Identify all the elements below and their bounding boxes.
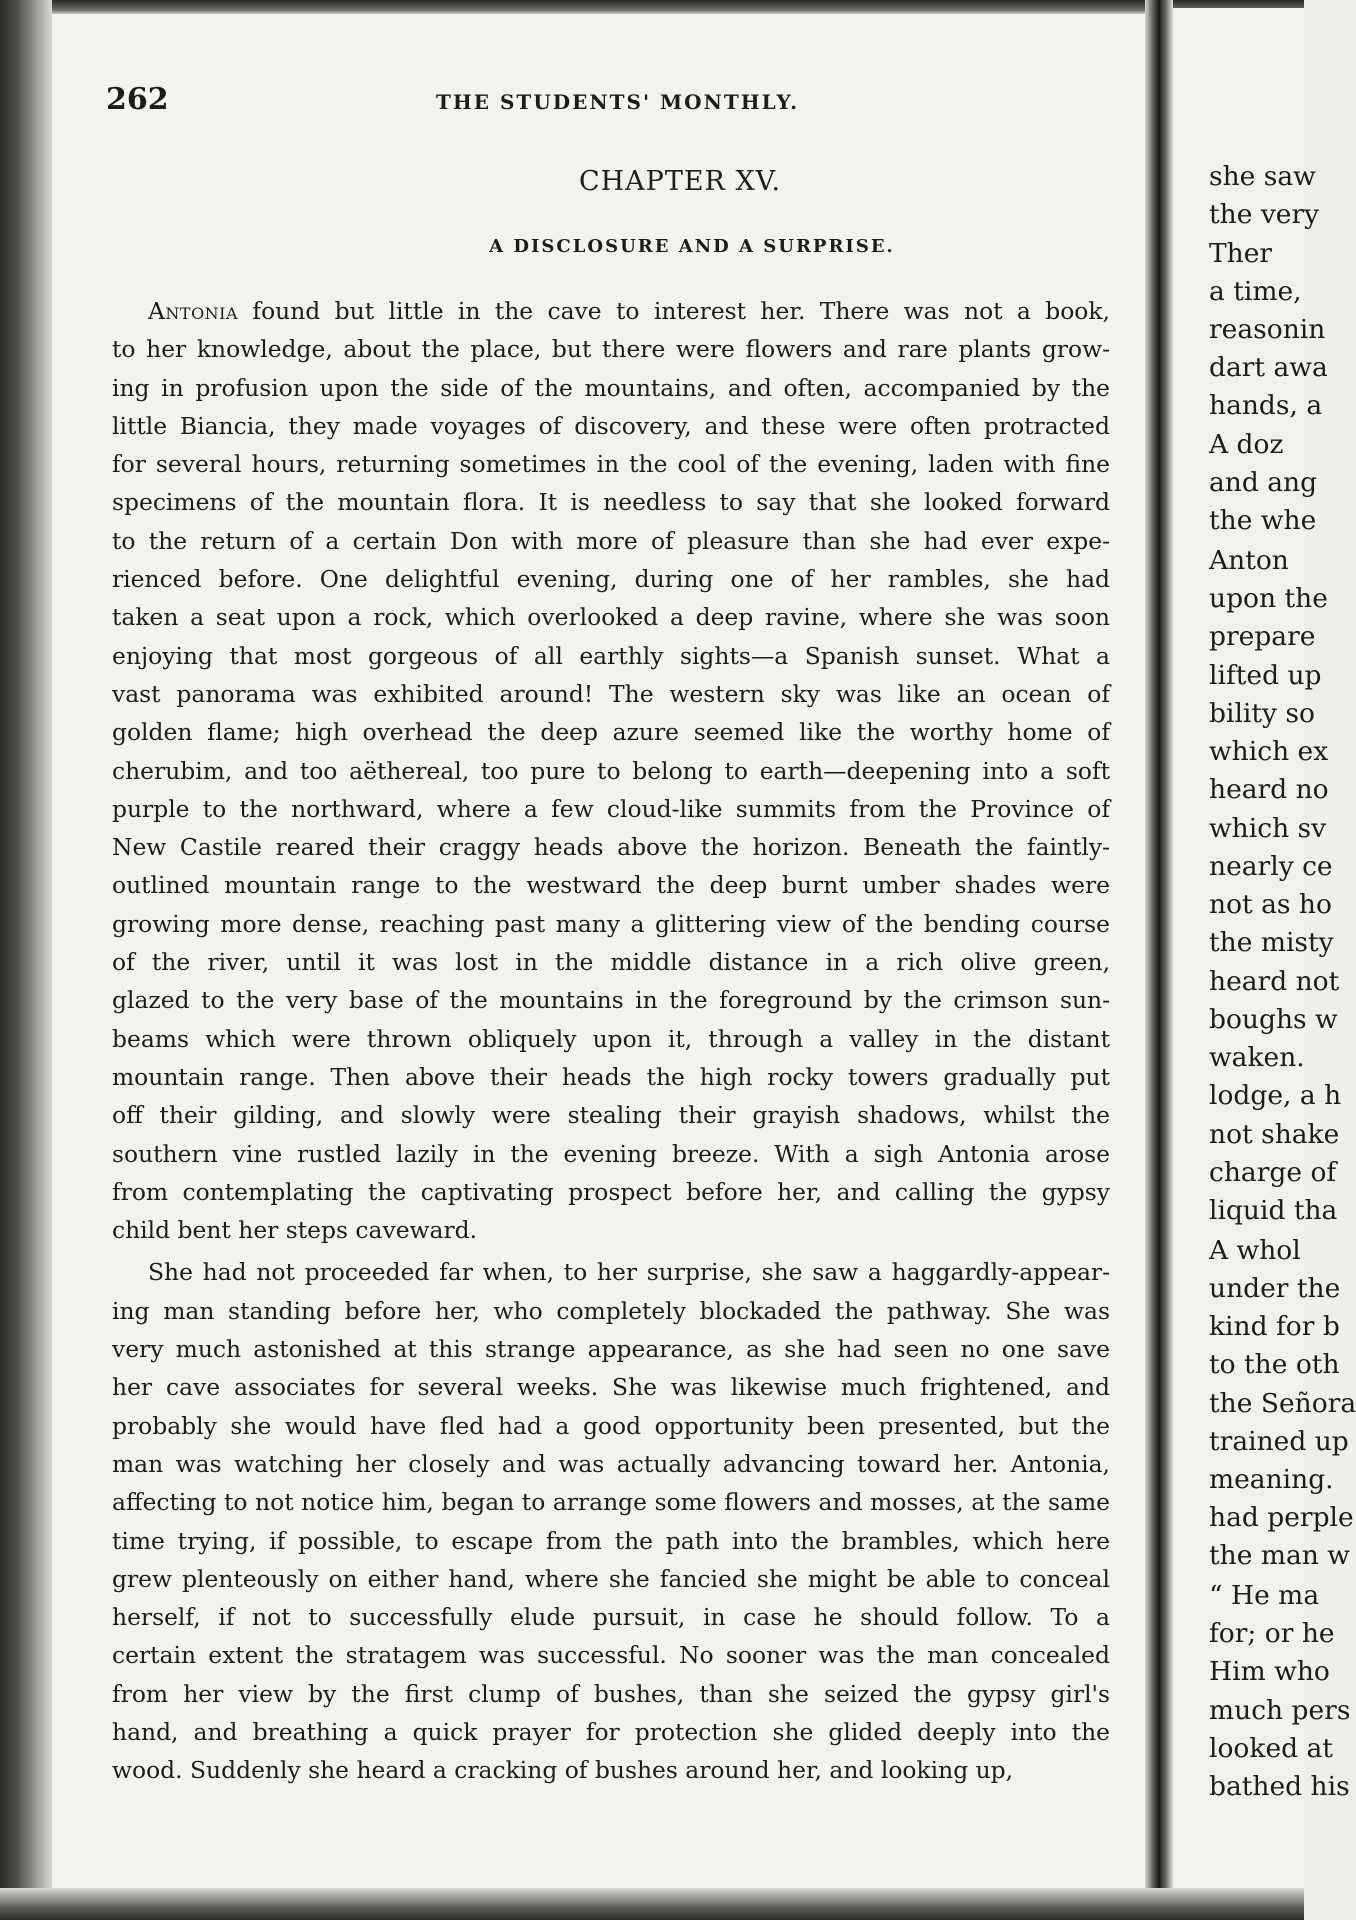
facing-page-line: Ther bbox=[1209, 238, 1273, 269]
text-line: from her view by the first clump of bushes, than she seized the gypsy girl's bbox=[112, 1679, 1110, 1708]
facing-page-line: the misty bbox=[1209, 927, 1334, 958]
text-line: hand, and breathing a quick prayer for protection she glided deeply into the bbox=[112, 1717, 1110, 1746]
paragraph bbox=[112, 1253, 1110, 1789]
text-line: rienced before. One delightful evening, during one of her rambles, she had bbox=[112, 565, 1110, 594]
text-line: purple to the northward, where a few cloud-like summits from the Province of bbox=[112, 794, 1110, 823]
facing-page-line: the man w bbox=[1209, 1540, 1350, 1571]
facing-page-line: which ex bbox=[1209, 736, 1329, 767]
facing-page-line: boughs w bbox=[1209, 1004, 1338, 1035]
facing-page-line: prepare bbox=[1209, 621, 1316, 652]
scan-left-edge bbox=[0, 0, 52, 1920]
facing-page-line: liquid tha bbox=[1209, 1195, 1338, 1226]
facing-page-line: lodge, a h bbox=[1209, 1080, 1342, 1111]
facing-page-line: the whe bbox=[1209, 505, 1317, 536]
chapter-heading: CHAPTER XV. bbox=[578, 166, 782, 197]
facing-page-line: A doz bbox=[1209, 429, 1284, 460]
text-line: glazed to the very base of the mountains in the foreground by the crimson sun- bbox=[112, 986, 1110, 1015]
text-line: man was watching her closely and was actually advancing toward her. Antonia, bbox=[112, 1449, 1110, 1478]
book-gutter bbox=[1145, 0, 1173, 1920]
text-line: ing man standing before her, who completely blockaded the pathway. She was bbox=[112, 1296, 1110, 1325]
text-line: to her knowledge, about the place, but there were flowers and rare plants grow- bbox=[112, 335, 1110, 364]
facing-page-line: under the bbox=[1209, 1273, 1341, 1304]
text-line: time trying, if possible, to escape from the path into the brambles, which here bbox=[112, 1526, 1110, 1555]
page-number: 262 bbox=[106, 82, 169, 117]
scan-top-edge bbox=[0, 0, 1304, 14]
text-line: She had not proceeded far when, to her surprise, she saw a haggardly-appear- bbox=[148, 1258, 1110, 1287]
text-line: for several hours, returning sometimes in the cool of the evening, laden with fine bbox=[112, 450, 1110, 479]
text-line: herself, if not to successfully elude pursuit, in case he should follow. To a bbox=[112, 1603, 1110, 1632]
facing-page-line: and ang bbox=[1209, 467, 1318, 498]
facing-page-line: kind for b bbox=[1209, 1311, 1340, 1342]
text-line: her cave associates for several weeks. She was likewise much frightened, and bbox=[112, 1373, 1110, 1402]
text-line bbox=[112, 292, 1110, 330]
facing-page-line: charge of bbox=[1209, 1157, 1337, 1188]
text-line: grew plenteously on either hand, where she fancied she might be able to conceal bbox=[112, 1564, 1110, 1593]
facing-page-line: the very bbox=[1209, 199, 1320, 230]
text-line: mountain range. Then above their heads the high rocky towers gradually put bbox=[112, 1062, 1110, 1091]
paragraph bbox=[112, 292, 1110, 1249]
facing-page-line: bility so bbox=[1209, 698, 1315, 729]
facing-page-line: waken. bbox=[1209, 1042, 1305, 1073]
text-line: southern vine rustled lazily in the evening breeze. With a sigh Antonia arose bbox=[112, 1139, 1110, 1168]
text-line: taken a seat upon a rock, which overlooked a deep ravine, where she was soon bbox=[112, 603, 1110, 632]
text-line: ing in profusion upon the side of the mountains, and often, accompanied by the bbox=[112, 373, 1110, 402]
text-line: off their gilding, and slowly were stealing their grayish shadows, whilst the bbox=[112, 1101, 1110, 1130]
facing-page-line: heard not bbox=[1209, 966, 1340, 997]
facing-page-line: bathed his bbox=[1209, 1771, 1350, 1802]
right-page-fragment bbox=[1173, 8, 1356, 1888]
text-line: from contemplating the captivating prospect before her, and calling the gypsy bbox=[112, 1177, 1110, 1206]
text-line: of the river, until it was lost in the middle distance in a rich olive green, bbox=[112, 948, 1110, 977]
text-line: enjoying that most gorgeous of all earthly sights—a Spanish sunset. What a bbox=[112, 641, 1110, 670]
facing-page-line: heard no bbox=[1209, 774, 1329, 805]
page-header bbox=[106, 82, 1102, 122]
facing-page-line: A whol bbox=[1209, 1235, 1301, 1266]
facing-page-line: she saw bbox=[1209, 161, 1316, 192]
facing-page-line: Anton bbox=[1209, 545, 1289, 576]
running-title: THE STUDENTS' MONTHLY. bbox=[436, 90, 800, 114]
text-line: little Biancia, they made voyages of discovery, and these were often protracted bbox=[112, 411, 1110, 440]
text-line: to the return of a certain Don with more of pleasure than she had ever expe- bbox=[112, 526, 1110, 555]
facing-page-line: dart awa bbox=[1209, 352, 1328, 383]
text-line: cherubim, and too aëthereal, too pure to belong to earth—deepening into a soft bbox=[112, 756, 1110, 785]
text-line-rest: found but little in the cave to interest her. There was not a book, bbox=[238, 297, 1110, 325]
opening-word: Antonia bbox=[148, 297, 239, 325]
text-line: outlined mountain range to the westward the deep burnt umber shades were bbox=[112, 871, 1110, 900]
text-line: specimens of the mountain flora. It is needless to say that she looked forward bbox=[112, 488, 1110, 517]
facing-page-line: the Señora bbox=[1209, 1388, 1356, 1419]
facing-page-line: to the oth bbox=[1209, 1349, 1340, 1380]
facing-page-line: “ He ma bbox=[1209, 1580, 1320, 1611]
text-line: child bent her steps caveward. bbox=[112, 1216, 478, 1245]
text-line: beams which were thrown obliquely upon it, through a valley in the distant bbox=[112, 1024, 1110, 1053]
facing-page-line: not shake bbox=[1209, 1119, 1340, 1150]
text-line: probably she would have fled had a good opportunity been presented, but the bbox=[112, 1411, 1110, 1440]
body-text bbox=[112, 292, 1110, 1790]
facing-page-line: a time, bbox=[1209, 276, 1302, 307]
facing-page-line: had perple bbox=[1209, 1502, 1354, 1533]
text-line: wood. Suddenly she heard a cracking of bushes around her, and looking up, bbox=[112, 1756, 1014, 1785]
facing-page-line: for; or he bbox=[1209, 1618, 1335, 1649]
facing-page-line: hands, a bbox=[1209, 390, 1323, 421]
scan-bottom-edge bbox=[0, 1888, 1304, 1920]
facing-page-line: lifted up bbox=[1209, 660, 1322, 691]
facing-page-line: trained up bbox=[1209, 1426, 1349, 1457]
facing-page-line: nearly ce bbox=[1209, 851, 1333, 882]
text-line: New Castile reared their craggy heads above the horizon. Beneath the faintly- bbox=[112, 833, 1110, 862]
text-line: golden flame; high overhead the deep azure seemed like the worthy home of bbox=[112, 718, 1110, 747]
facing-page-line: meaning. bbox=[1209, 1464, 1334, 1495]
facing-page-line: looked at bbox=[1209, 1733, 1333, 1764]
text-line: certain extent the stratagem was successful. No sooner was the man concealed bbox=[112, 1641, 1110, 1670]
text-line: affecting to not notice him, began to arrange some flowers and mosses, at the same bbox=[112, 1488, 1110, 1517]
text-line: growing more dense, reaching past many a glittering view of the bending course bbox=[112, 909, 1110, 938]
facing-page-line: which sv bbox=[1209, 813, 1327, 844]
facing-page-line: much pers bbox=[1209, 1695, 1351, 1726]
facing-page-line: not as ho bbox=[1209, 889, 1332, 920]
chapter-subtitle: A DISCLOSURE AND A SURPRISE. bbox=[489, 236, 895, 257]
facing-page-line: Him who bbox=[1209, 1656, 1330, 1687]
facing-page-line: reasonin bbox=[1209, 314, 1326, 345]
text-line: vast panorama was exhibited around! The western sky was like an ocean of bbox=[112, 679, 1110, 708]
facing-page-line: upon the bbox=[1209, 583, 1328, 614]
text-line: very much astonished at this strange appearance, as she had seen no one save bbox=[112, 1335, 1110, 1364]
